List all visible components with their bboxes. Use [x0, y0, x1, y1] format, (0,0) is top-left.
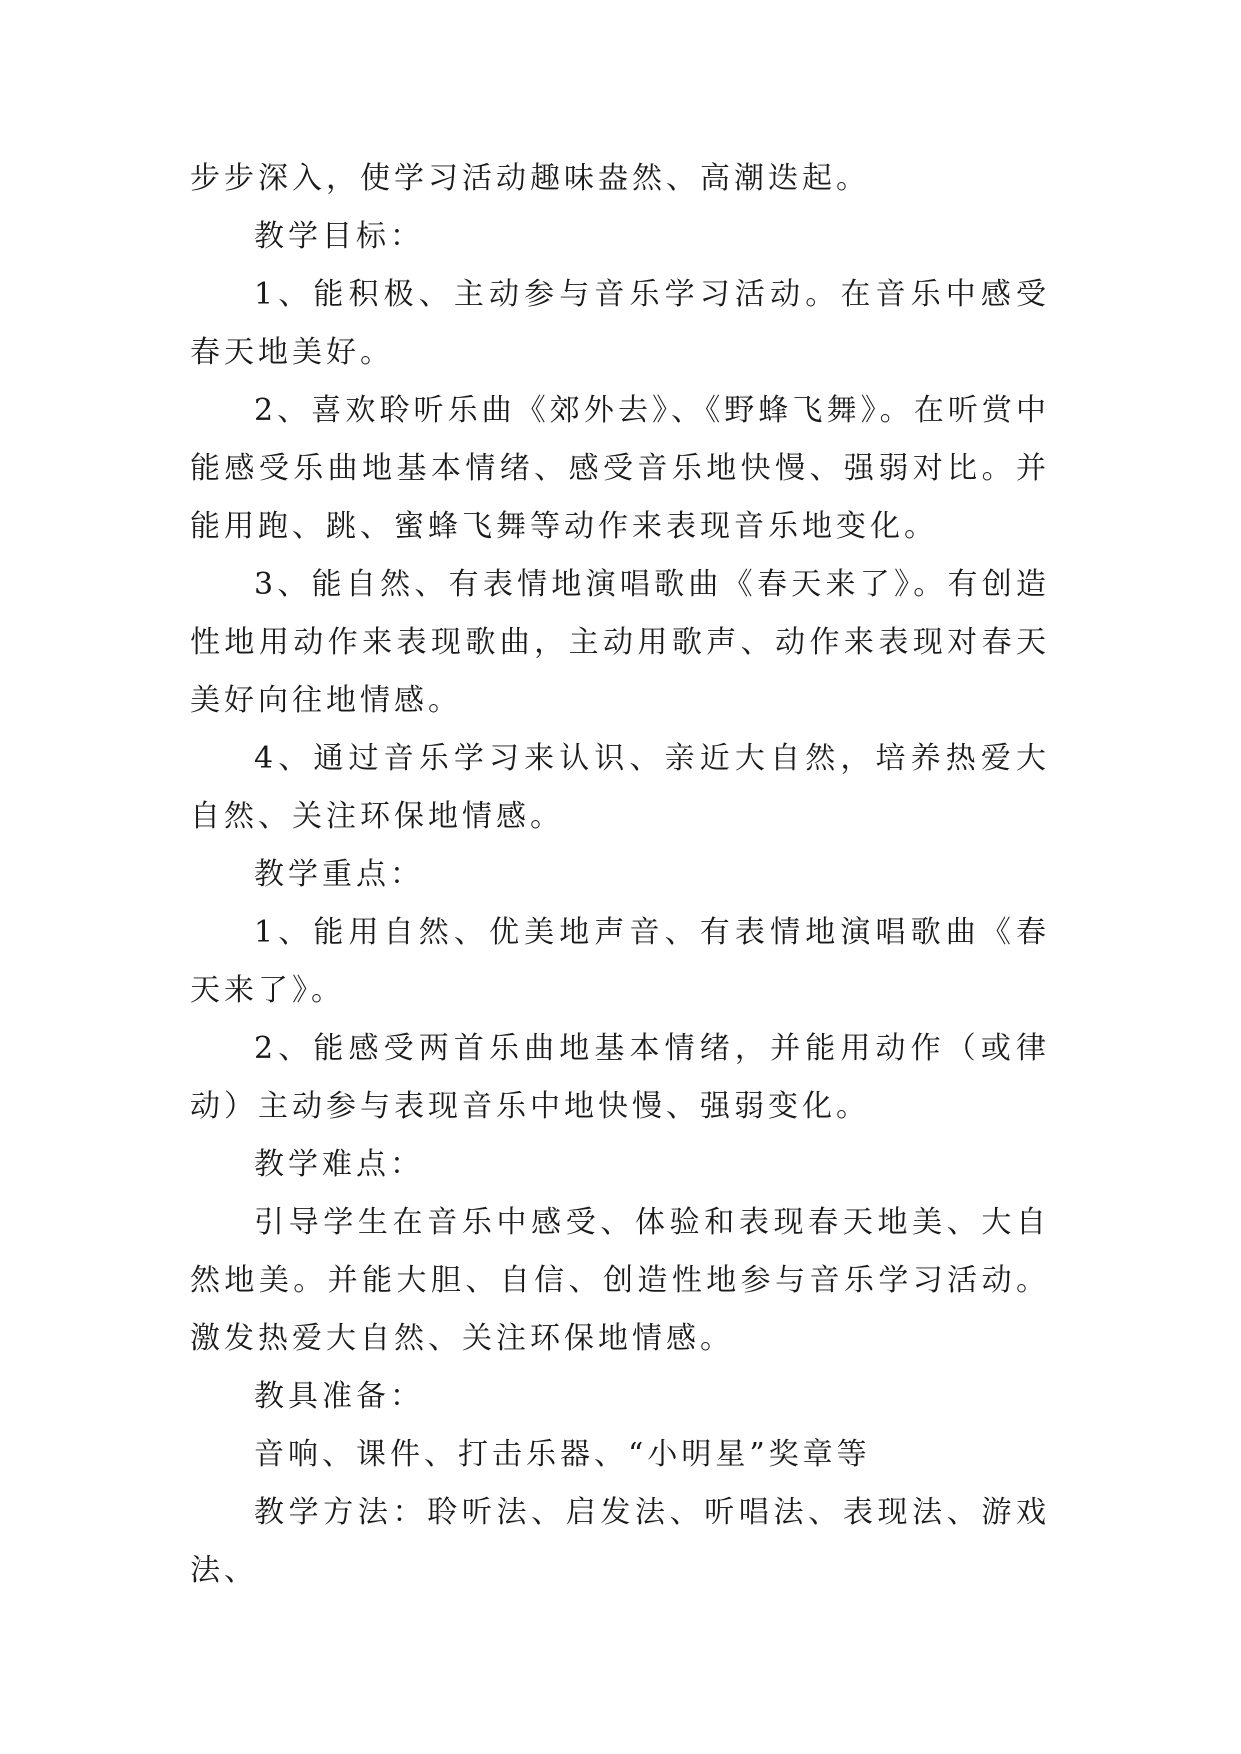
focus-item-2: 2、能感受两首乐曲地基本情绪，并能用动作（或律动）主动参与表现音乐中地快慢、强弱变化。	[190, 1031, 1050, 1124]
heading-teaching-goals: 教学目标：	[254, 219, 424, 254]
difficulty-text: 引导学生在音乐中感受、体验和表现春天地美、大自然地美。并能大胆、自信、创造性地参与音乐学习活动。激发热爱大自然、关注环保地情感。	[190, 1205, 1050, 1356]
heading-teaching-aids: 教具准备：	[254, 1379, 424, 1414]
goal-item-3: 3、能自然、有表情地演唱歌曲《春天来了》。有创造性地用动作来表现歌曲，主动用歌声、动作来表现对春天美好向往地情感。	[190, 567, 1050, 718]
teaching-aids-list: 音响、课件、打击乐器、“小明星”奖章等	[254, 1437, 871, 1472]
focus-item-1: 1、能用自然、优美地声音、有表情地演唱歌曲《春天来了》。	[190, 915, 1050, 1008]
document-body	[190, 150, 1050, 1600]
heading-teaching-difficulty: 教学难点：	[254, 1147, 424, 1182]
goal-item-1: 1、能积极、主动参与音乐学习活动。在音乐中感受春天地美好。	[190, 277, 1050, 370]
paragraph-intro-continuation: 步步深入，使学习活动趣味盎然、高潮迭起。	[190, 161, 870, 196]
goal-item-2: 2、喜欢聆听乐曲《郊外去》、《野蜂飞舞》。在听赏中能感受乐曲地基本情绪、感受音乐地快慢、强弱对比。并能用跑、跳、蜜蜂飞舞等动作来表现音乐地变化。	[190, 393, 1050, 544]
goal-item-4: 4、通过音乐学习来认识、亲近大自然，培养热爱大自然、关注环保地情感。	[190, 741, 1050, 834]
teaching-methods: 教学方法：聆听法、启发法、听唱法、表现法、游戏法、	[190, 1495, 1050, 1588]
heading-teaching-focus: 教学重点：	[254, 857, 424, 892]
